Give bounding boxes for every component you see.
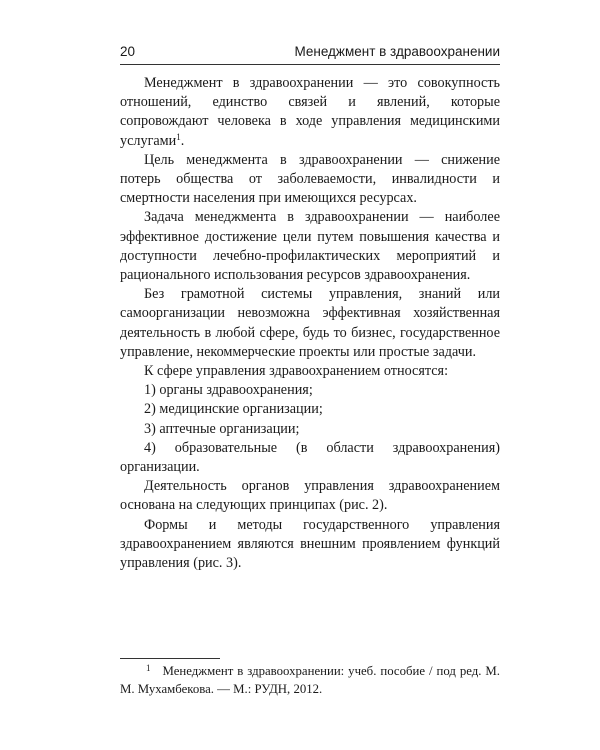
header-rule <box>120 64 500 65</box>
main-text <box>120 74 500 573</box>
paragraph-list-intro: К сфере управления здравоохранением относятся: <box>144 363 449 380</box>
paragraph-goal: Цель менеджмента в здравоохранении — снижение потерь общества от заболеваемости, инвалидности и смертности населения при имеющихся ресурсах. <box>120 151 500 207</box>
running-head <box>120 44 500 66</box>
list-item: 1) органы здравоохранения; <box>144 382 313 399</box>
definition-end: . <box>180 132 185 149</box>
footnote-mark: 1 <box>146 663 151 673</box>
list-item: 4) образовательные (в области здравоохранения) организации. <box>120 439 500 476</box>
footnote-text: Менеджмент в здравоохранении: учеб. пособие / под ред. М. М. Мухамбекова. — М.: РУДН, 2012. <box>120 664 500 696</box>
list-item: 3) аптечные организации; <box>144 420 300 437</box>
footnote <box>120 663 500 698</box>
definition-text: Менеджмент в здравоохранении — это совокупность отношений, единство связей и явлений, которые сопровождают человека в ходе управления медицинскими услугами <box>120 75 500 149</box>
footnote-rule <box>120 658 220 659</box>
running-head-title: Менеджмент в здравоохранении <box>294 44 500 59</box>
paragraph-forms: Формы и методы государственного управления здравоохранением являются внешним проявлением функций управления (рис. 3). <box>120 516 500 572</box>
paragraph-system: Без грамотной системы управления, знаний или самоорганизации невозможна эффективная хозяйственная деятельность в любой сфере, будь то бизнес, государственное управление, некоммерческие проекты или простые задачи. <box>120 286 500 360</box>
list-item: 2) медицинские организации; <box>144 401 323 418</box>
paragraph-task: Задача менеджмента в здравоохранении — наиболее эффективное достижение цели путем повышения качества и доступности лечебно-профилактических мероприятий и рационального использования ресурсов здравоохранения. <box>120 209 500 284</box>
footnote-reference: 1 <box>176 131 181 142</box>
paragraph-principles: Деятельность органов управления здравоохранением основана на следующих принципах (рис. 2). <box>120 478 500 514</box>
paragraph-definition <box>120 74 500 151</box>
page-number: 20 <box>120 44 136 59</box>
